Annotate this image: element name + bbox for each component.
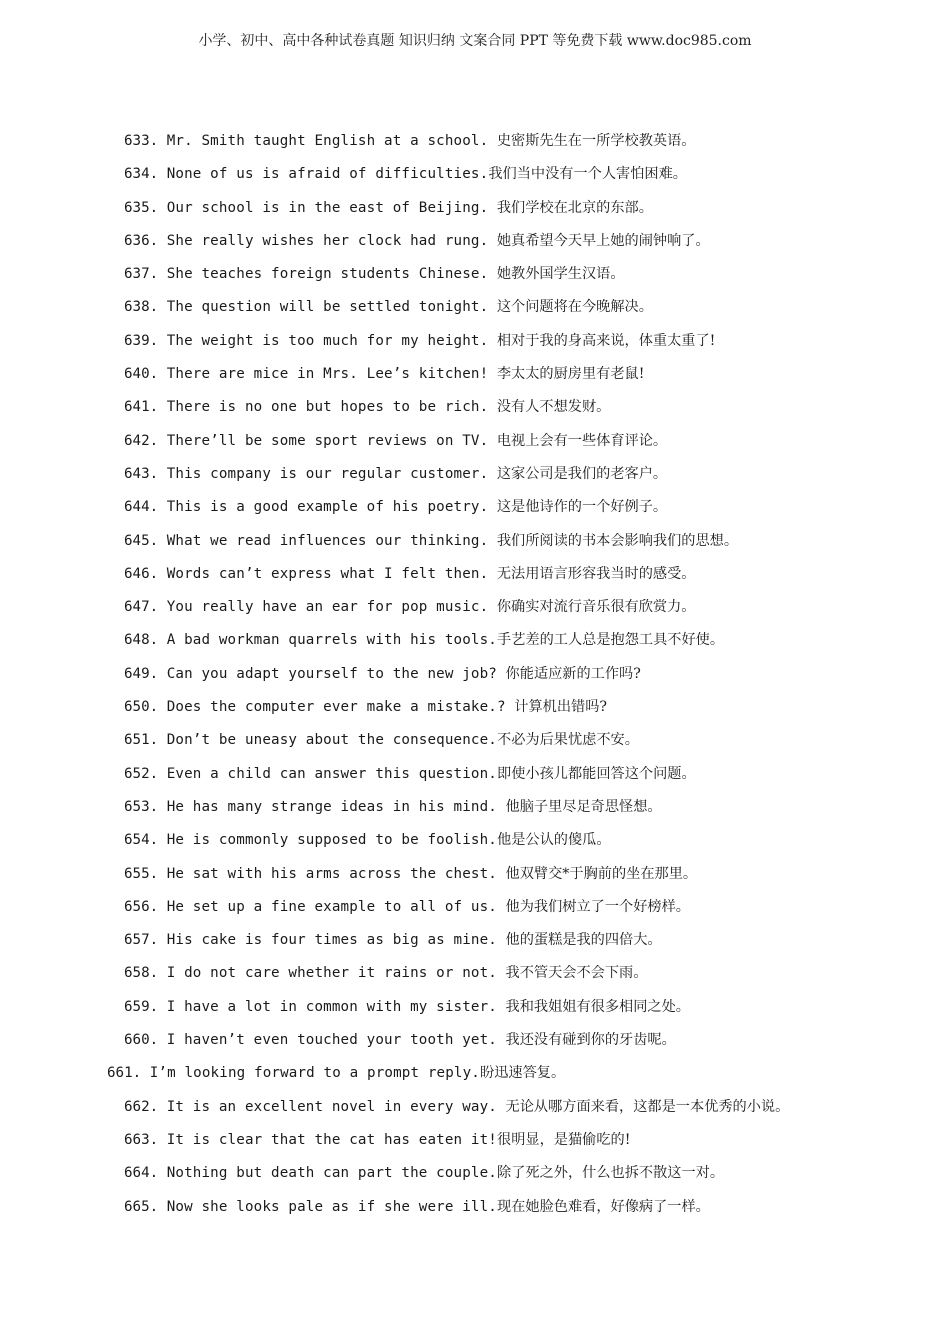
chinese-translation: 我和我姐姐有很多相同之处。 [505,998,690,1015]
list-item [0,1196,950,1229]
entry-number: 647. [124,599,159,616]
list-item [0,1096,950,1129]
entry-number: 639. [124,332,159,349]
entry-number: 663. [124,1131,159,1148]
english-sentence: A bad workman quarrels with his tools. [166,632,497,649]
english-sentence: Can you adapt yourself to the new job? [166,665,497,682]
list-item [0,896,950,929]
entry-number: 635. [124,199,159,216]
english-sentence: Words can’t express what I felt then. [166,565,489,582]
english-sentence: The weight is too much for my height. [166,332,489,349]
entry-number: 648. [124,632,159,649]
english-sentence: You really have an ear for pop music. [166,599,489,616]
chinese-translation: 很明显，是猫偷吃的! [497,1131,631,1148]
list-item [0,763,950,796]
english-sentence: I haven’t even touched your tooth yet. [166,1032,497,1049]
list-item [0,729,950,762]
list-item [0,929,950,962]
entry-number: 657. [124,932,159,949]
english-sentence: There are mice in Mrs. Lee’s kitchen! [166,366,489,383]
entry-number: 645. [124,532,159,549]
list-item [0,1162,950,1195]
chinese-translation: 你确实对流行音乐很有欣赏力。 [496,599,696,616]
chinese-translation: 李太太的厨房里有老鼠! [496,366,645,383]
entry-number: 633. [124,133,159,149]
english-sentence: She really wishes her clock had rung. [166,232,489,249]
entry-number: 653. [124,798,159,815]
chinese-translation: 他脑子里尽足奇思怪想。 [505,798,662,815]
list-item [0,1129,950,1162]
entry-number: 651. [124,732,159,749]
english-sentence: Don’t be uneasy about the consequence. [166,732,497,749]
entry-number: 656. [124,898,159,915]
english-sentence: It is an excellent novel in every way. [166,1098,497,1115]
list-item [0,563,950,596]
chinese-translation: 现在她脸色难看，好像病了一样。 [497,1198,710,1215]
chinese-translation: 我不管天会不会下雨。 [505,965,648,982]
entry-number: 637. [124,266,159,283]
chinese-translation: 除了死之外，什么也拆不散这一对。 [497,1165,725,1182]
english-sentence: There’ll be some sport reviews on TV. [166,432,489,449]
entry-number: 654. [124,832,159,849]
entry-number: 650. [124,699,159,716]
list-item [0,330,950,363]
chinese-translation: 电视上会有一些体育评论。 [496,432,668,449]
entry-number: 659. [124,998,159,1015]
entry-number: 652. [124,765,159,782]
list-item [0,230,950,263]
chinese-translation: 史密斯先生在一所学校教英语。 [496,133,696,149]
chinese-translation: 盼迅速答复。 [480,1065,566,1082]
english-sentence: He sat with his arms across the chest. [166,865,497,882]
english-sentence: Does the computer ever make a mistake.? [166,699,506,716]
entry-number: 634. [124,166,159,183]
list-item [0,1062,950,1095]
chinese-translation: 他双臂交*于胸前的坐在那里。 [505,865,698,882]
entry-number: 665. [124,1198,159,1215]
list-item [0,430,950,463]
chinese-translation: 没有人不想发财。 [496,399,611,416]
list-item [0,363,950,396]
list-item [0,663,950,696]
entry-number: 662. [124,1098,159,1115]
chinese-translation: 他的蛋糕是我的四倍大。 [505,932,662,949]
entry-number: 644. [124,499,159,516]
entry-number: 660. [124,1032,159,1049]
entry-number: 638. [124,299,159,316]
list-item [0,197,950,230]
list-item [0,130,950,163]
chinese-translation: 这是他诗作的一个好例子。 [496,499,668,516]
chinese-translation: 无论从哪方面来看，这都是一本优秀的小说。 [505,1098,790,1115]
english-sentence: I do not care whether it rains or not. [166,965,497,982]
english-sentence: I have a lot in common with my sister. [166,998,497,1015]
list-item [0,629,950,662]
entry-number: 646. [124,565,159,582]
entry-number: 643. [124,465,159,482]
page-header: 小学、初中、高中各种试卷真题 知识归纳 文案合同 PPT 等免费下载 www.doc985.com [198,33,752,49]
list-item [0,863,950,896]
chinese-translation: 我们所阅读的书本会影响我们的思想。 [496,532,739,549]
english-sentence: There is no one but hopes to be rich. [166,399,489,416]
english-sentence: I’m looking forward to a prompt reply. [149,1065,480,1082]
entry-number: 661. [107,1065,142,1082]
entry-number: 664. [124,1165,159,1182]
list-item [0,796,950,829]
entry-number: 641. [124,399,159,416]
chinese-translation: 她教外国学生汉语。 [496,266,625,283]
chinese-translation: 手艺差的工人总是抱怨工具不好使。 [497,632,725,649]
list-item [0,829,950,862]
english-sentence: This is a good example of his poetry. [166,499,489,516]
chinese-translation: 你能适应新的工作吗? [505,665,641,682]
entry-number: 658. [124,965,159,982]
chinese-translation: 即使小孩儿都能回答这个问题。 [497,765,696,782]
english-sentence: This company is our regular customer. [166,465,489,482]
english-sentence: Even a child can answer this question. [166,765,497,782]
chinese-translation: 计算机出错吗? [514,699,607,716]
list-item [0,163,950,196]
list-item [0,263,950,296]
english-sentence: Nothing but death can part the couple. [166,1165,497,1182]
list-item [0,696,950,729]
english-sentence: The question will be settled tonight. [166,299,489,316]
list-item [0,596,950,629]
chinese-translation: 相对于我的身高来说，体重太重了! [496,332,716,349]
entry-number: 640. [124,366,159,383]
chinese-translation: 他是公认的傻瓜。 [497,832,611,849]
chinese-translation: 我还没有碰到你的牙齿呢。 [505,1032,676,1049]
english-sentence: Mr. Smith taught English at a school. [166,133,489,149]
list-item [0,962,950,995]
chinese-translation: 我们当中没有一个人害怕困难。 [488,166,687,183]
english-sentence: Our school is in the east of Beijing. [166,199,489,216]
english-sentence: None of us is afraid of difficulties. [166,166,489,183]
chinese-translation: 这家公司是我们的老客户。 [496,465,668,482]
list-item [0,396,950,429]
chinese-translation: 她真希望今天早上她的闹钟响了。 [496,232,710,249]
list-item [0,496,950,529]
chinese-translation: 无法用语言形容我当时的感受。 [496,565,696,582]
english-sentence: He is commonly supposed to be foolish. [166,832,497,849]
list-item [0,296,950,329]
list-item [0,530,950,563]
entry-number: 636. [124,232,159,249]
english-sentence: His cake is four times as big as mine. [166,932,497,949]
english-sentence: He set up a fine example to all of us. [166,898,497,915]
chinese-translation: 不必为后果忧虑不安。 [497,732,639,749]
chinese-translation: 我们学校在北京的东部。 [496,199,653,216]
sentence-list [0,130,950,1229]
entry-number: 649. [124,665,159,682]
chinese-translation: 这个问题将在今晚解决。 [496,299,653,316]
list-item [0,996,950,1029]
entry-number: 655. [124,865,159,882]
english-sentence: She teaches foreign students Chinese. [166,266,489,283]
english-sentence: It is clear that the cat has eaten it! [166,1131,497,1148]
list-item [0,1029,950,1062]
list-item [0,463,950,496]
english-sentence: Now she looks pale as if she were ill. [166,1198,497,1215]
english-sentence: What we read influences our thinking. [166,532,489,549]
chinese-translation: 他为我们树立了一个好榜样。 [505,898,690,915]
entry-number: 642. [124,432,159,449]
english-sentence: He has many strange ideas in his mind. [166,798,497,815]
